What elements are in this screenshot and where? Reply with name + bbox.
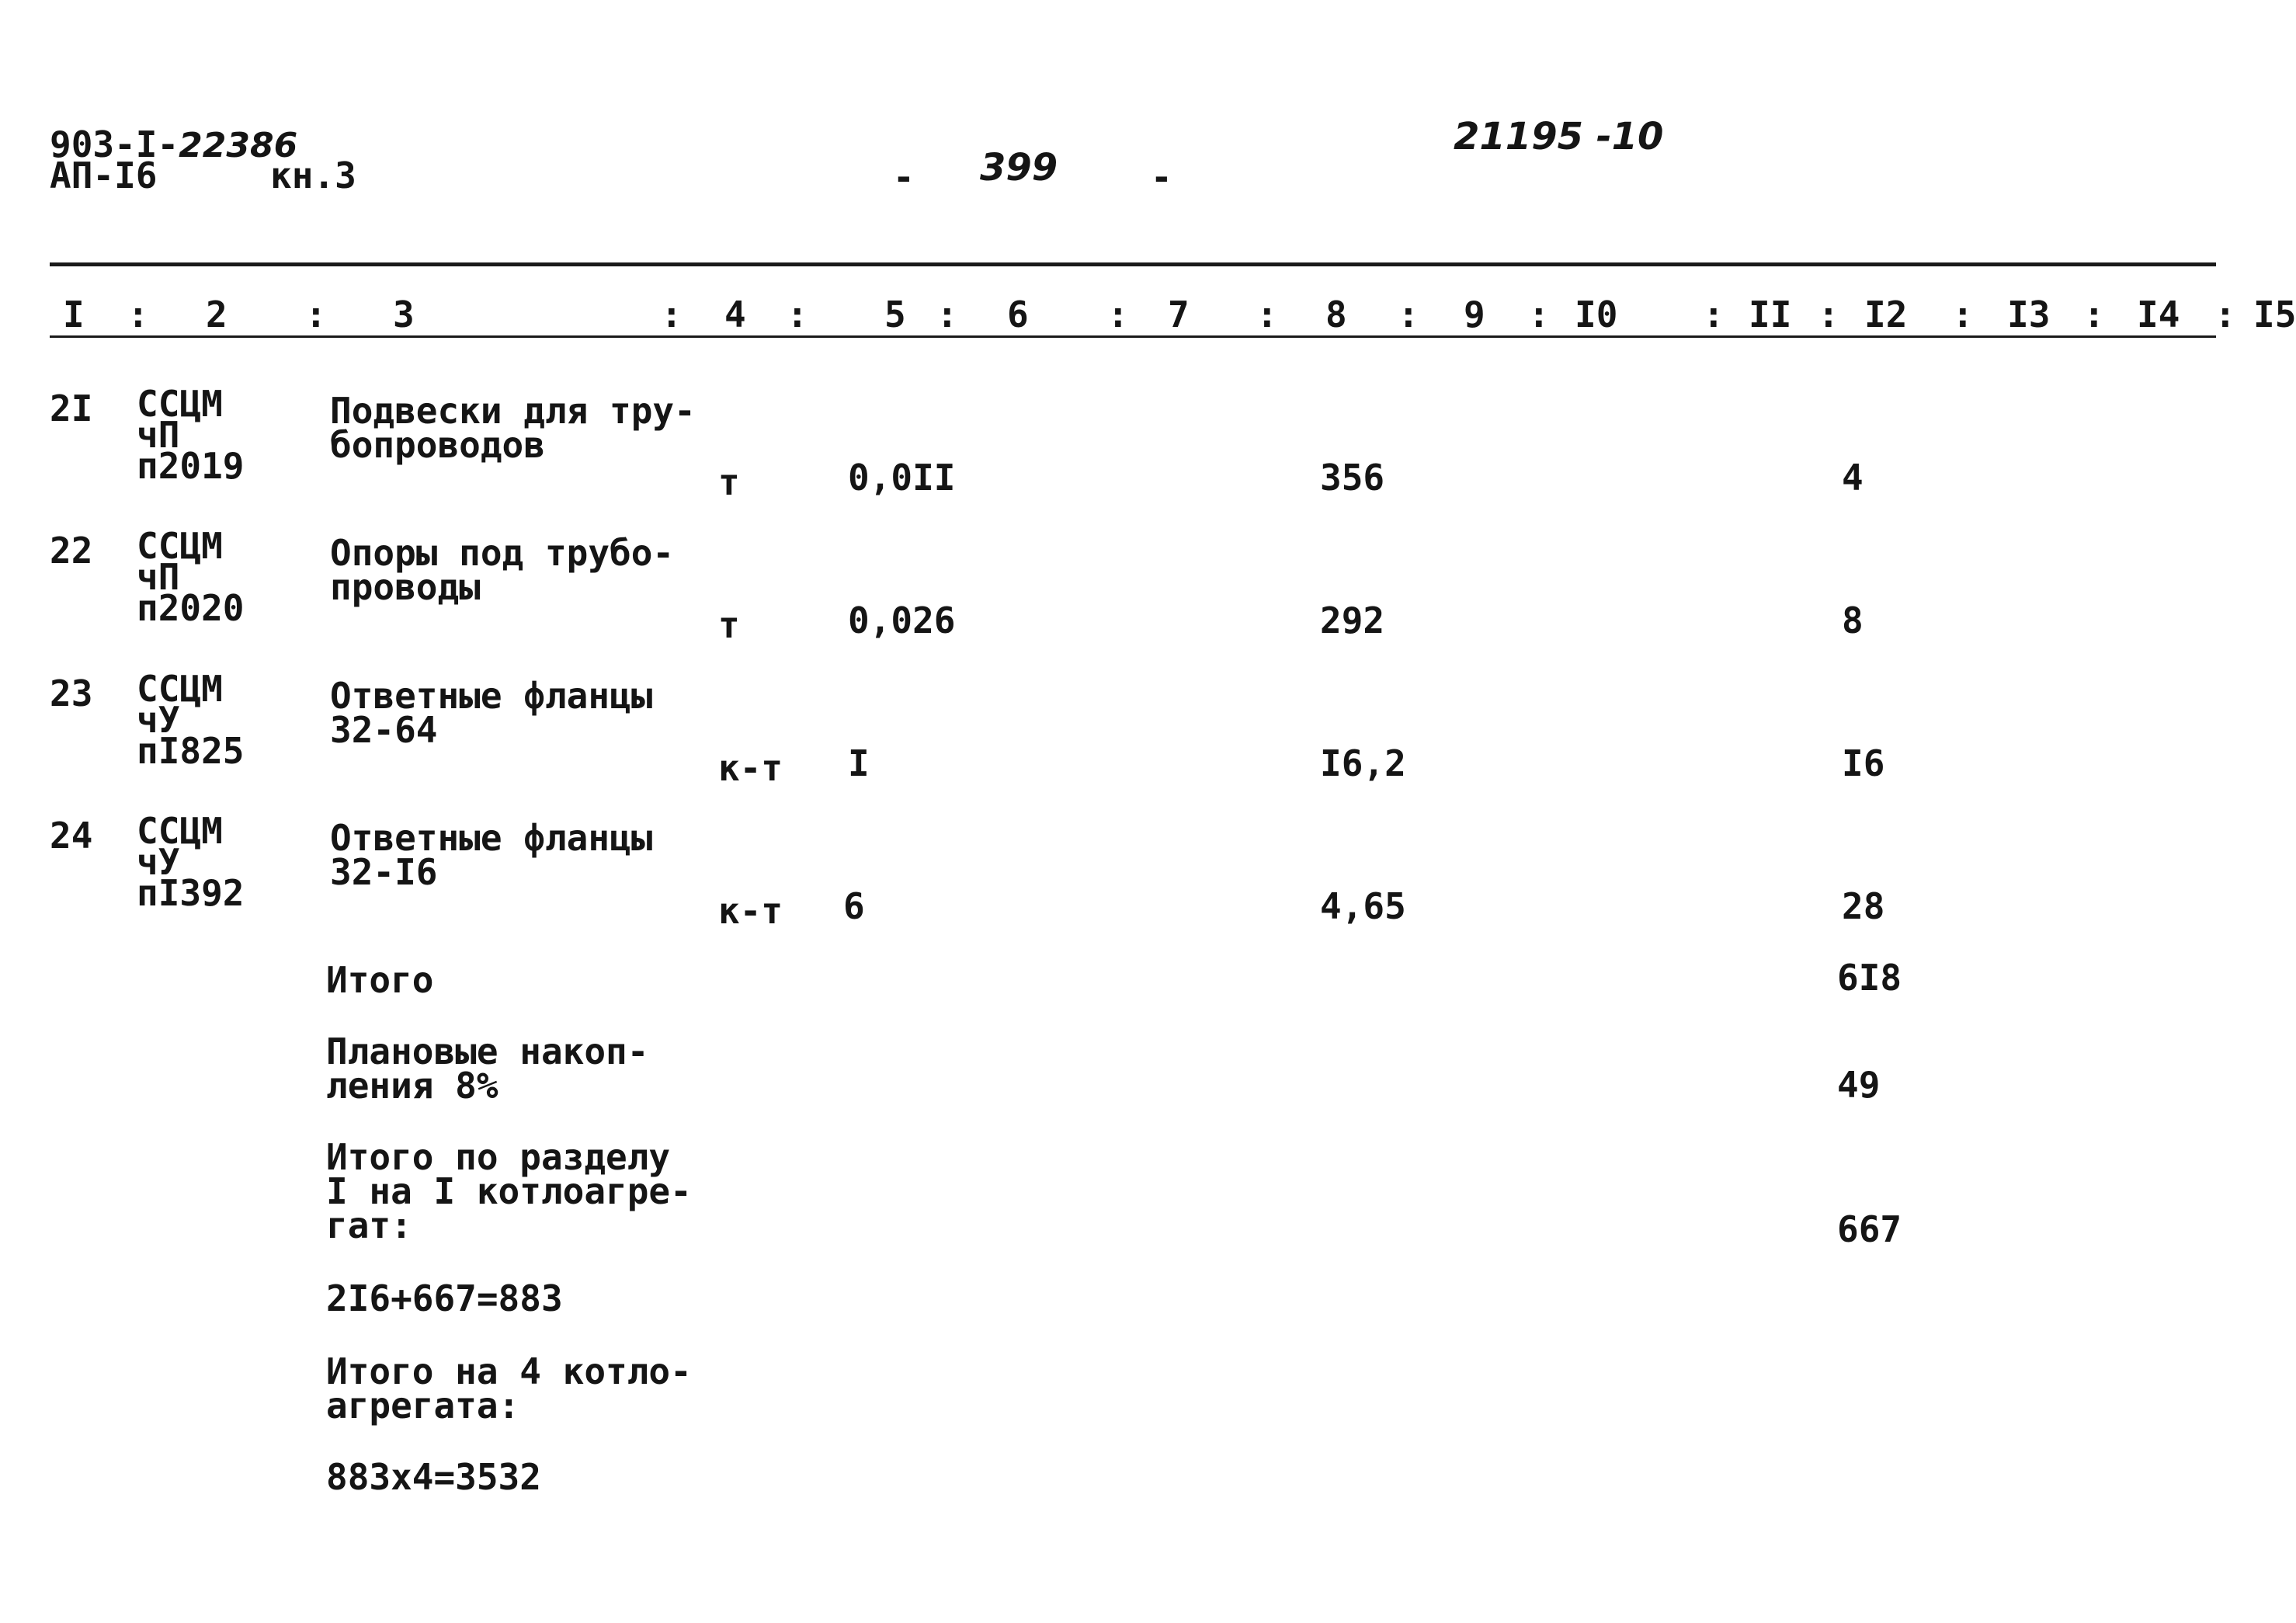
- table-top-rule: [50, 262, 2216, 266]
- column-separator: :: [1528, 294, 1550, 335]
- row-code: ССЦМ чУ пI825: [137, 668, 245, 772]
- row-price: I6,2: [1320, 742, 1406, 784]
- row-total: I6: [1842, 742, 1885, 784]
- column-header-number: 9: [1464, 294, 1485, 335]
- column-header-number: I2: [1864, 294, 1908, 335]
- doc-code-handwritten: 22386: [179, 126, 298, 165]
- summary-subtotal-label: Итого: [326, 959, 434, 1001]
- row-name: Ответные фланцы 32-64: [330, 675, 653, 751]
- row-quantity: 0,0II: [848, 457, 956, 499]
- column-header-number: 7: [1168, 294, 1190, 335]
- column-separator: :: [127, 294, 149, 335]
- column-separator: :: [936, 294, 958, 335]
- summary-calculation: 2I6+667=883: [326, 1277, 563, 1319]
- row-unit: т: [718, 604, 740, 646]
- column-separator: :: [661, 294, 683, 335]
- table-header-rule: [50, 335, 2216, 338]
- column-separator: :: [2214, 294, 2236, 335]
- row-unit: к-т: [718, 890, 783, 932]
- row-quantity: I: [848, 742, 870, 784]
- row-name: Подвески для тру- бопроводов: [330, 390, 696, 466]
- column-header-number: 5: [884, 294, 906, 335]
- column-header-number: 8: [1325, 294, 1347, 335]
- row-price: 4,65: [1320, 885, 1406, 927]
- row-number: 2I: [50, 388, 93, 429]
- row-name: Опоры под трубо- проводы: [330, 532, 675, 608]
- row-code: ССЦМ чУ пI392: [137, 810, 245, 914]
- column-header-number: 3: [393, 294, 415, 335]
- column-header-number: I3: [2007, 294, 2051, 335]
- summary-subtotal-value: 6I8: [1837, 957, 1902, 999]
- book-number: кн.3: [270, 155, 356, 196]
- column-separator: :: [1703, 294, 1725, 335]
- page-number: 399: [980, 146, 1058, 189]
- row-code: ССЦМ чП п2020: [137, 525, 245, 629]
- doc-code-line1: 903-I-22386: [50, 123, 298, 165]
- summary-four-units-label: Итого на 4 котло- агрегата:: [326, 1350, 692, 1427]
- row-total: 4: [1842, 457, 1864, 499]
- column-separator: :: [1398, 294, 1419, 335]
- column-header-number: 2: [206, 294, 228, 335]
- doc-code-line2: АП-I6: [50, 155, 158, 196]
- row-unit: к-т: [718, 747, 783, 789]
- archive-number: 21195 -10: [1454, 115, 1664, 158]
- column-header-number: I0: [1575, 294, 1618, 335]
- row-name: Ответные фланцы 32-I6: [330, 817, 653, 893]
- column-separator: :: [2083, 294, 2105, 335]
- column-header-number: II: [1749, 294, 1792, 335]
- row-quantity: 6: [843, 885, 865, 927]
- page-dash-left: -: [893, 156, 915, 198]
- column-header-number: 6: [1007, 294, 1029, 335]
- summary-section-total-label: Итого по разделу I на I котлоагре- гат:: [326, 1136, 692, 1246]
- page-dash-right: -: [1151, 156, 1172, 198]
- column-header-number: I5: [2253, 294, 2296, 335]
- row-quantity: 0,026: [848, 600, 956, 641]
- column-separator: :: [1107, 294, 1129, 335]
- summary-section-total-value: 667: [1837, 1208, 1902, 1250]
- column-separator: :: [1952, 294, 1974, 335]
- summary-four-units-calculation: 883х4=3532: [326, 1456, 541, 1498]
- row-number: 24: [50, 815, 93, 857]
- column-header-number: I4: [2137, 294, 2180, 335]
- row-unit: т: [718, 461, 740, 503]
- column-separator: :: [787, 294, 808, 335]
- column-separator: :: [305, 294, 327, 335]
- row-number: 22: [50, 530, 93, 572]
- row-price: 356: [1320, 457, 1385, 499]
- summary-planned-savings-value: 49: [1837, 1064, 1881, 1106]
- column-separator: :: [1256, 294, 1278, 335]
- row-total: 28: [1842, 885, 1885, 927]
- row-code: ССЦМ чП п2019: [137, 383, 245, 487]
- summary-planned-savings-label: Плановые накоп- ления 8%: [326, 1030, 649, 1107]
- row-number: 23: [50, 672, 93, 714]
- row-price: 292: [1320, 600, 1385, 641]
- column-header-number: I: [63, 294, 85, 335]
- row-total: 8: [1842, 600, 1864, 641]
- column-header-number: 4: [724, 294, 746, 335]
- column-separator: :: [1818, 294, 1839, 335]
